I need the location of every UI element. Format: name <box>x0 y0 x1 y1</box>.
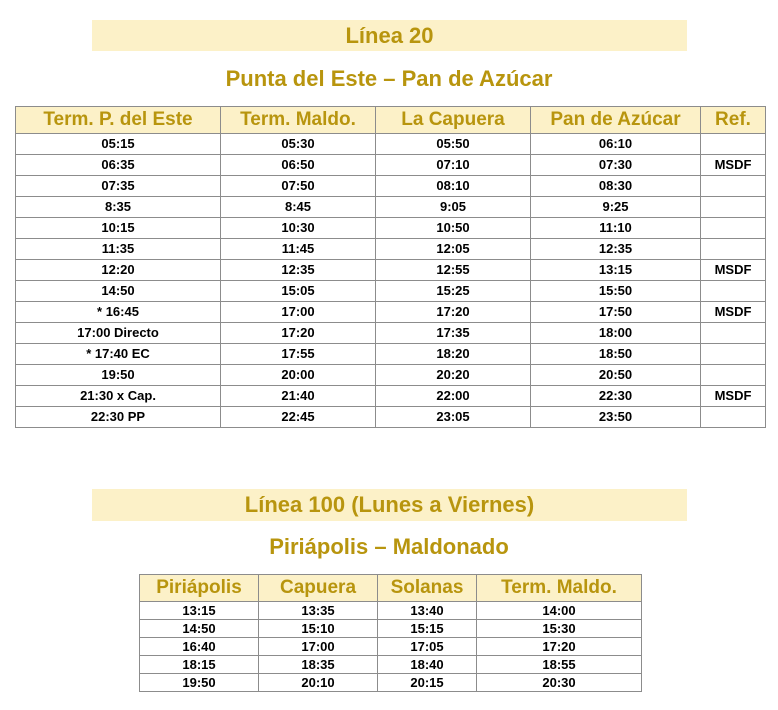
table-cell: 20:15 <box>378 674 477 692</box>
table-row <box>16 260 766 281</box>
table-cell: 23:05 <box>376 407 531 428</box>
table-cell <box>701 323 766 344</box>
table-cell: 12:55 <box>376 260 531 281</box>
table-cell: 22:30 <box>531 386 701 407</box>
table-cell: 18:00 <box>531 323 701 344</box>
table-cell: 06:35 <box>16 155 221 176</box>
table-row <box>16 239 766 260</box>
table-cell: 22:45 <box>221 407 376 428</box>
table-cell <box>701 239 766 260</box>
table-row <box>16 155 766 176</box>
table-cell: 13:40 <box>378 602 477 620</box>
table-cell: 13:35 <box>259 602 378 620</box>
table-cell <box>701 281 766 302</box>
table-row <box>16 176 766 197</box>
table-cell: 20:00 <box>221 365 376 386</box>
linea100-schedule-table <box>139 574 642 692</box>
col-header-piriapolis: Piriápolis <box>140 575 259 602</box>
table-row <box>140 656 642 674</box>
table-cell: 8:35 <box>16 197 221 218</box>
table-row <box>140 638 642 656</box>
table-cell: 06:50 <box>221 155 376 176</box>
table-cell: 17:00 Directo <box>16 323 221 344</box>
table-cell: * 17:40 EC <box>16 344 221 365</box>
table-cell: 05:50 <box>376 134 531 155</box>
table-cell: 14:50 <box>16 281 221 302</box>
table-cell: 15:25 <box>376 281 531 302</box>
linea100-title: Línea 100 (Lunes a Viernes) <box>92 489 687 521</box>
table-cell: 10:50 <box>376 218 531 239</box>
table-cell: 06:10 <box>531 134 701 155</box>
table-cell: 18:50 <box>531 344 701 365</box>
table-cell: 23:50 <box>531 407 701 428</box>
table-cell: 13:15 <box>531 260 701 281</box>
table-cell: 10:15 <box>16 218 221 239</box>
table-cell: MSDF <box>701 386 766 407</box>
table-cell: 07:30 <box>531 155 701 176</box>
table-cell: 18:55 <box>477 656 642 674</box>
table-row <box>16 386 766 407</box>
table-cell: 11:45 <box>221 239 376 260</box>
table-cell: 05:30 <box>221 134 376 155</box>
table-cell: 22:30 PP <box>16 407 221 428</box>
table-cell: 17:00 <box>259 638 378 656</box>
table-cell: 13:15 <box>140 602 259 620</box>
table-cell <box>701 365 766 386</box>
table-cell: 9:25 <box>531 197 701 218</box>
table-cell: 10:30 <box>221 218 376 239</box>
table-cell: 16:40 <box>140 638 259 656</box>
table-cell: 11:35 <box>16 239 221 260</box>
table-cell: 14:00 <box>477 602 642 620</box>
col-header-term-maldonado: Term. Maldo. <box>477 575 642 602</box>
table-cell: 21:30 x Cap. <box>16 386 221 407</box>
table-cell: MSDF <box>701 155 766 176</box>
table-row <box>16 302 766 323</box>
col-header-ref: Ref. <box>701 107 766 134</box>
table-cell: MSDF <box>701 302 766 323</box>
linea20-title: Línea 20 <box>92 20 687 51</box>
col-header-pan-de-azucar: Pan de Azúcar <box>531 107 701 134</box>
table-cell: * 16:45 <box>16 302 221 323</box>
table-cell: 22:00 <box>376 386 531 407</box>
table-cell <box>701 218 766 239</box>
table-cell: 07:10 <box>376 155 531 176</box>
table-cell: 17:50 <box>531 302 701 323</box>
table-cell: 07:35 <box>16 176 221 197</box>
table-cell: 12:05 <box>376 239 531 260</box>
table-cell: 05:15 <box>16 134 221 155</box>
table-row <box>140 674 642 692</box>
table-row <box>16 344 766 365</box>
table-cell: 19:50 <box>140 674 259 692</box>
table-cell: 18:20 <box>376 344 531 365</box>
table-cell: 12:20 <box>16 260 221 281</box>
table-cell: 15:10 <box>259 620 378 638</box>
table-cell: 17:05 <box>378 638 477 656</box>
linea20-schedule-table <box>15 106 766 428</box>
table-header-row <box>16 107 766 134</box>
table-cell: 8:45 <box>221 197 376 218</box>
table-header-row <box>140 575 642 602</box>
table-cell <box>701 344 766 365</box>
table-cell: 9:05 <box>376 197 531 218</box>
table-row <box>16 407 766 428</box>
col-header-term-maldonado: Term. Maldo. <box>221 107 376 134</box>
table-cell: 15:30 <box>477 620 642 638</box>
table-cell: 17:00 <box>221 302 376 323</box>
table-cell: 17:20 <box>376 302 531 323</box>
linea100-route-subtitle: Piriápolis – Maldonado <box>269 534 509 559</box>
table-cell: 20:30 <box>477 674 642 692</box>
table-row <box>16 323 766 344</box>
table-cell <box>701 176 766 197</box>
linea20-route-subtitle: Punta del Este – Pan de Azúcar <box>225 66 553 91</box>
table-cell: 17:20 <box>477 638 642 656</box>
table-cell: 20:50 <box>531 365 701 386</box>
table-cell: 20:10 <box>259 674 378 692</box>
linea100-table-body <box>140 602 642 692</box>
table-cell: 07:50 <box>221 176 376 197</box>
col-header-term-punta-del-este: Term. P. del Este <box>16 107 221 134</box>
table-cell: 08:10 <box>376 176 531 197</box>
table-cell: 20:20 <box>376 365 531 386</box>
table-cell: 17:20 <box>221 323 376 344</box>
table-cell: 14:50 <box>140 620 259 638</box>
linea20-table-body <box>16 134 766 428</box>
table-row <box>140 602 642 620</box>
table-row <box>16 134 766 155</box>
table-row <box>16 365 766 386</box>
table-row <box>16 218 766 239</box>
table-cell: 18:15 <box>140 656 259 674</box>
table-cell: 11:10 <box>531 218 701 239</box>
table-cell: 18:40 <box>378 656 477 674</box>
col-header-la-capuera: La Capuera <box>376 107 531 134</box>
table-row <box>140 620 642 638</box>
table-cell: 12:35 <box>531 239 701 260</box>
col-header-solanas: Solanas <box>378 575 477 602</box>
table-cell: 15:05 <box>221 281 376 302</box>
table-cell: 21:40 <box>221 386 376 407</box>
table-cell: 15:15 <box>378 620 477 638</box>
col-header-capuera: Capuera <box>259 575 378 602</box>
table-cell <box>701 197 766 218</box>
table-cell: 19:50 <box>16 365 221 386</box>
table-cell: 17:55 <box>221 344 376 365</box>
table-cell: 12:35 <box>221 260 376 281</box>
table-cell <box>701 407 766 428</box>
table-cell: 17:35 <box>376 323 531 344</box>
table-cell: 18:35 <box>259 656 378 674</box>
table-cell: MSDF <box>701 260 766 281</box>
table-row <box>16 281 766 302</box>
table-cell <box>701 134 766 155</box>
table-cell: 15:50 <box>531 281 701 302</box>
table-cell: 08:30 <box>531 176 701 197</box>
table-row <box>16 197 766 218</box>
